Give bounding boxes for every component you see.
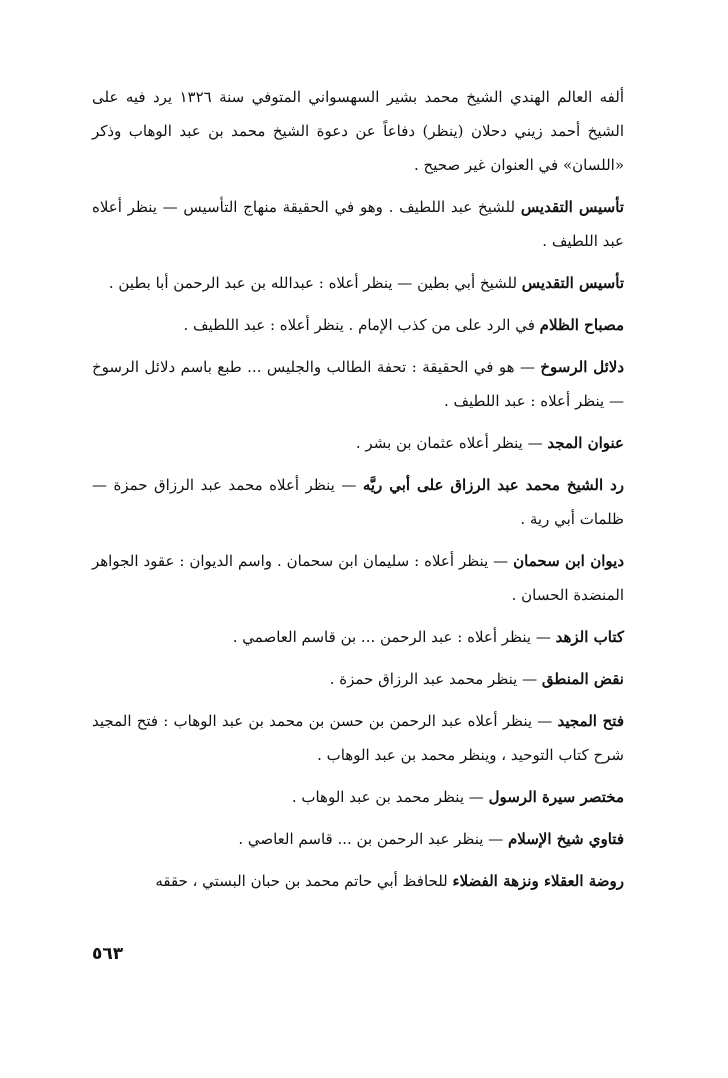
list-item [92,544,624,612]
entry-text: — ينظر أعلاه عبد الرحمن بن حسن بن محمد بن عبد الوهاب : فتح المجيد شرح كتاب التوحيد ، وينظر محمد بن عبد الوهاب . [92,712,624,764]
entry-heading: تأسيس التقديس [520,198,624,216]
entry-text: للحافظ أبي حاتم محمد بن حبان البستي ، حققه [155,872,453,890]
entry-text: — ينظر أعلاه : سليمان ابن سحمان . واسم الديوان : عقود الجواهر المنضدة الحسان . [92,552,624,604]
entry-text: — ينظر أعلاه : عبد الرحمن ... بن قاسم العاصمي . [232,628,556,646]
entry-text: — ينظر محمد بن عبد الوهاب . [291,788,489,806]
entry-heading: مختصر سيرة الرسول [488,788,624,806]
entry-heading: ديوان ابن سحمان [513,552,624,570]
list-item [92,864,624,898]
entry-heading: عنوان المجد [547,434,624,452]
entry-text: — ينظر عبد الرحمن بن ... قاسم العاصي . [238,830,508,848]
entry-text: — هو في الحقيقة : تحفة الطالب والجليس ... طبع باسم دلائل الرسوخ — ينظر أعلاه : عبد اللطيف . [92,358,624,410]
entry-heading: كتاب الزهد [555,628,624,646]
list-item [92,662,624,696]
entry-heading: رد الشيخ محمد عبد الرزاق على أبي ريَّه [362,476,624,494]
entry-heading: مصباح الظلام [539,316,624,334]
entry-heading: روضة العقلاء ونزهة الفضلاء [452,872,624,890]
entry-heading: تأسيس التقديس [521,274,624,292]
list-item [92,780,624,814]
entry-text: للشيخ عبد اللطيف . وهو في الحقيقة منهاج التأسيس — ينظر أعلاه عبد اللطيف . [92,198,624,250]
entry-text: للشيخ أبي بطين — ينظر أعلاه : عبدالله بن عبد الرحمن أبا بطين . [108,274,522,292]
list-item [92,266,624,300]
entry-heading: دلائل الرسوخ [540,358,625,376]
list-item [92,190,624,258]
entry-text: — ينظر أعلاه عثمان بن بشر . [355,434,548,452]
list-item [92,822,624,856]
list-item [92,80,624,182]
list-item [92,620,624,654]
list-item [92,426,624,460]
entry-text: ألفه العالم الهندي الشيخ محمد بشير السهسواني المتوفي سنة ١٣٢٦ يرد فيه على الشيخ أحمد زيني دحلان (ينظر) دفاعاً عن دعوة الشيخ محمد بن عبد الوهاب وذكر «اللسان» في العنوان غير صحيح . [92,88,625,174]
list-item [92,350,624,418]
list-item [92,704,624,772]
page-body [92,80,624,906]
entry-text: — ينظر محمد عبد الرزاق حمزة . [329,670,542,688]
list-item [92,468,624,536]
entry-text: — ينظر أعلاه محمد عبد الرزاق حمزة — ظلمات أبي رية . [92,476,624,528]
entry-text: في الرد على من كذب الإمام . ينظر أعلاه : عبد اللطيف . [183,316,540,334]
entry-heading: نقض المنطق [541,670,624,688]
list-item [92,308,624,342]
page-number: ٥٦٣ [92,944,124,964]
entry-heading: فتاوي شيخ الإسلام [507,830,624,848]
entry-heading: فتح المجيد [557,712,624,730]
